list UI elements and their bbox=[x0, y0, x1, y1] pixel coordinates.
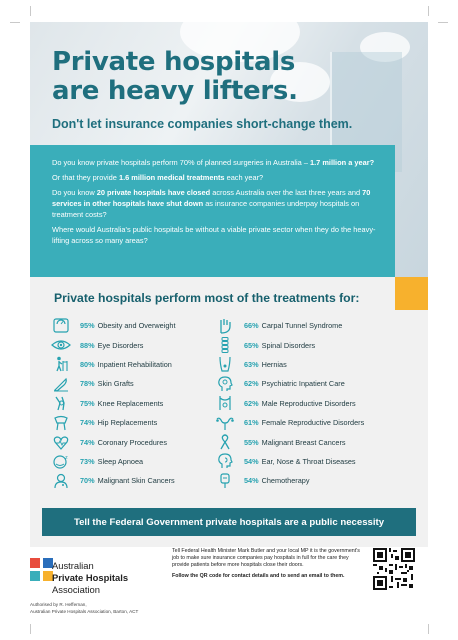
crop-mark bbox=[428, 6, 429, 16]
treatment-label: Obesity and Overweight bbox=[97, 321, 176, 331]
treatment-label: Hip Replacements bbox=[97, 418, 158, 428]
treatment-row bbox=[214, 471, 404, 490]
ribbon-icon bbox=[214, 434, 236, 450]
treatment-row bbox=[214, 316, 404, 335]
treatment-row bbox=[214, 413, 404, 432]
svg-text:z: z bbox=[65, 454, 68, 461]
logo-line-1: Australian bbox=[52, 560, 94, 571]
intro-paragraph-1 bbox=[52, 157, 383, 168]
crop-mark bbox=[30, 624, 31, 634]
treatment-row bbox=[50, 394, 220, 413]
treatment-percent: 74% bbox=[80, 437, 95, 447]
scalpel-icon bbox=[50, 376, 72, 392]
scale-icon bbox=[50, 318, 72, 334]
treatment-label: Inpatient Rehabilitation bbox=[97, 359, 172, 369]
treatment-row bbox=[50, 432, 220, 451]
treatment-percent: 63% bbox=[244, 359, 259, 369]
qr-code[interactable] bbox=[373, 548, 415, 590]
treatment-label: Sleep Apnoea bbox=[97, 456, 144, 466]
authorised-line-2: Australian Private Hospitals Association, Barton, ACT bbox=[30, 608, 139, 614]
treatment-percent: 73% bbox=[80, 456, 95, 466]
treatment-row bbox=[214, 452, 404, 471]
headline-line-2: are heavy lifters. bbox=[52, 76, 298, 106]
subheadline: Don't let insurance companies short-change them. bbox=[52, 117, 353, 131]
treatment-row bbox=[50, 452, 220, 471]
treatment-percent: 62% bbox=[244, 379, 259, 389]
intro-text: Or that they provide bbox=[52, 173, 119, 182]
intro-text: Do you know private hospitals perform 70% of planned surgeries in Australia – bbox=[52, 158, 310, 167]
knee-icon bbox=[50, 395, 72, 411]
logo-square-teal bbox=[30, 571, 40, 581]
treatment-percent: 75% bbox=[80, 398, 95, 408]
heart-icon bbox=[50, 434, 72, 450]
treatment-row bbox=[50, 316, 220, 335]
head-icon bbox=[214, 376, 236, 392]
treatment-row bbox=[50, 471, 220, 490]
treatment-percent: 78% bbox=[80, 379, 95, 389]
treatment-label: Spinal Disorders bbox=[261, 340, 316, 350]
treatment-percent: 54% bbox=[244, 456, 259, 466]
authorisation-statement bbox=[30, 602, 138, 615]
treatment-label: Carpal Tunnel Syndrome bbox=[261, 321, 343, 331]
contact-instructions bbox=[172, 548, 362, 583]
treatment-label: Coronary Procedures bbox=[97, 437, 167, 447]
intro-box bbox=[30, 145, 395, 277]
intro-paragraph-2 bbox=[52, 172, 383, 183]
treatment-row bbox=[50, 413, 220, 432]
treatment-percent: 88% bbox=[80, 340, 95, 350]
sleep-icon bbox=[50, 453, 72, 469]
treatment-row bbox=[50, 355, 220, 374]
treatment-row bbox=[214, 394, 404, 413]
skin-icon bbox=[50, 473, 72, 489]
treatment-row bbox=[50, 335, 220, 354]
hand-icon bbox=[214, 318, 236, 334]
treatment-row bbox=[50, 374, 220, 393]
treatment-label: Female Reproductive Disorders bbox=[261, 418, 365, 428]
male-icon bbox=[214, 395, 236, 411]
treatment-label: Malignant Skin Cancers bbox=[97, 476, 175, 486]
headline-line-1: Private hospitals bbox=[52, 47, 296, 77]
iv-bag-icon bbox=[214, 473, 236, 489]
eye-icon bbox=[50, 337, 72, 353]
treatments-right-column bbox=[214, 316, 404, 491]
authorised-line-1: Authorised by R. Heffernan, bbox=[30, 602, 87, 607]
intro-text: as insurance companies underpay hospitals on treatment costs? bbox=[52, 199, 360, 219]
treatments-title: Private hospitals perform most of the treatments for: bbox=[54, 291, 360, 305]
crop-mark bbox=[10, 22, 20, 23]
call-to-action-banner: Tell the Federal Government private hospitals are a public necessity bbox=[42, 508, 416, 536]
yellow-accent-block bbox=[395, 277, 428, 310]
intro-highlight: 20 private hospitals have closed bbox=[96, 188, 211, 197]
treatment-percent: 95% bbox=[80, 321, 95, 331]
treatment-percent: 61% bbox=[244, 418, 259, 428]
qr-instruction: Follow the QR code for contact details and to send an email to them. bbox=[172, 572, 345, 579]
treatment-label: Ear, Nose & Throat Diseases bbox=[261, 456, 356, 466]
treatment-percent: 65% bbox=[244, 340, 259, 350]
crop-mark bbox=[428, 624, 429, 634]
contact-paragraph: Tell Federal Health Minister Mark Butler and your local MP it is the government's job to make sure insurance companies pay hospitals in full for the care they provide patients before more hospitals close their doors. bbox=[172, 548, 360, 569]
treatment-percent: 66% bbox=[244, 321, 259, 331]
treatment-row bbox=[214, 374, 404, 393]
treatment-percent: 55% bbox=[244, 437, 259, 447]
logo-line-2: Private Hospitals bbox=[52, 572, 129, 583]
treatment-row bbox=[214, 432, 404, 451]
treatment-percent: 62% bbox=[244, 398, 259, 408]
treatment-label: Male Reproductive Disorders bbox=[261, 398, 356, 408]
treatment-percent: 74% bbox=[80, 418, 95, 428]
treatments-left-column bbox=[50, 316, 220, 491]
spine-icon bbox=[214, 337, 236, 353]
treatment-label: Malignant Breast Cancers bbox=[261, 437, 346, 447]
ent-icon bbox=[214, 453, 236, 469]
crop-mark bbox=[438, 22, 448, 23]
treatment-percent: 80% bbox=[80, 359, 95, 369]
treatment-label: Knee Replacements bbox=[97, 398, 164, 408]
torso-icon bbox=[214, 356, 236, 372]
intro-highlight: 1.6 million medical treatments bbox=[118, 173, 225, 182]
walker-icon bbox=[50, 356, 72, 372]
treatment-row bbox=[214, 355, 404, 374]
intro-highlight: 70 services in other hospitals have shut down bbox=[52, 188, 371, 208]
treatment-row bbox=[214, 335, 404, 354]
intro-text: each year? bbox=[224, 173, 264, 182]
treatment-percent: 70% bbox=[80, 476, 95, 486]
intro-paragraph-4: Where would Australia's public hospitals be without a viable private sector when they do the heavy-lifting across so many areas? bbox=[52, 225, 376, 245]
intro-paragraph-3 bbox=[52, 187, 383, 220]
treatment-label: Psychiatric Inpatient Care bbox=[261, 379, 345, 389]
intro-highlight: 1.7 million a year? bbox=[310, 158, 375, 167]
treatment-percent: 54% bbox=[244, 476, 259, 486]
female-icon bbox=[214, 415, 236, 431]
treatment-label: Eye Disorders bbox=[97, 340, 144, 350]
logo-line-3: Association bbox=[52, 584, 100, 595]
treatment-label: Chemotherapy bbox=[261, 476, 310, 486]
crop-mark bbox=[30, 6, 31, 16]
hip-icon bbox=[50, 415, 72, 431]
headline bbox=[52, 48, 298, 106]
logo-wordmark bbox=[52, 560, 128, 596]
treatment-label: Skin Grafts bbox=[97, 379, 134, 389]
intro-text: Do you know bbox=[52, 188, 97, 197]
intro-text: across Australia over the last three years and bbox=[210, 188, 363, 197]
logo-square-red bbox=[30, 558, 40, 568]
treatment-label: Hernias bbox=[261, 359, 287, 369]
